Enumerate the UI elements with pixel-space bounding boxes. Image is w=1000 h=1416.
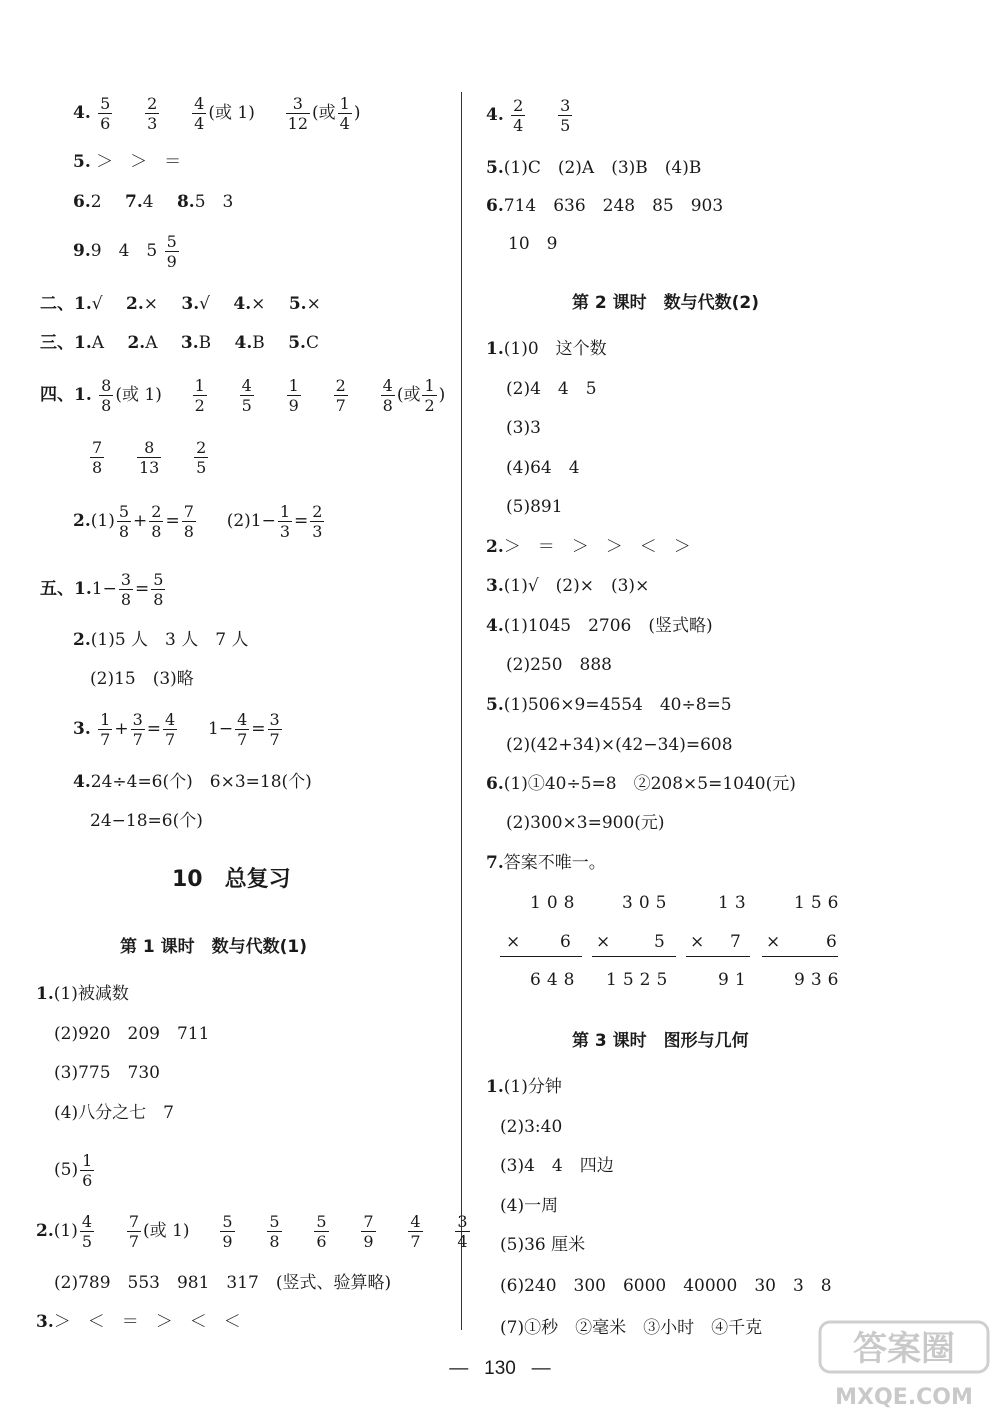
l2-1: 2.(1) $\frac{4}{5}$ $\frac{7}{7}$ (或 1) $\frac{5}{9}$ $\frac{5}{8}$ $\frac{5}{6}$ $\frac{7}{9}$ $\frac{4}{7}$ $\frac{3}{4}$: [36, 1212, 468, 1251]
vm-multiplier: 6: [826, 932, 843, 952]
r-a1-2: (2)4 4 5: [506, 379, 597, 399]
fraction: $\frac{5}{9}$: [166, 232, 177, 271]
fraction: $\frac{1}{4}$: [339, 94, 350, 133]
lesson-3-title: 第 3 课时 图形与几何: [572, 1031, 749, 1051]
r-g1-3: (3)4 4 四边: [500, 1156, 614, 1176]
fraction: $\frac{5}{6}$: [316, 1212, 327, 1251]
vm-line: [762, 956, 838, 957]
l1-4: (4)八分之七 7: [54, 1103, 174, 1123]
r-a1-4: (4)64 4: [506, 458, 580, 478]
lesson-1-title: 第 1 课时 数与代数(1): [120, 937, 308, 957]
section-si-1-cont: [88, 438, 210, 477]
l1-5: (5) $\frac{1}{6}$: [54, 1151, 93, 1190]
fraction: $\frac{2}{3}$: [147, 94, 158, 133]
fraction: $\frac{8}{13}$: [139, 438, 160, 477]
fraction: $\frac{1}{2}$: [194, 376, 205, 415]
r-a3: 3.(1)√ (2)× (3)×: [486, 576, 650, 596]
r-answer-5: 5.(1)C (2)A (3)B (4)B: [486, 158, 702, 178]
fraction: $\frac{4}{5}$: [81, 1212, 93, 1251]
fraction: $\frac{3}{4}$: [457, 1212, 468, 1251]
r-answer-6: 6.714 636 248 85 903: [486, 196, 724, 216]
svg-text:MXQE.COM: MXQE.COM: [835, 1385, 973, 1410]
answer-9: 9.9 4 5 $\frac{5}{9}$: [73, 232, 177, 271]
vm-times: ×: [506, 932, 527, 952]
r-g1-2: (2)3:40: [500, 1117, 563, 1137]
r-a1-5: (5)891: [506, 497, 563, 517]
fraction: $\frac{3}{7}$: [132, 710, 143, 749]
r-a5: 5.(1)506×9=4554 40÷8=5: [486, 695, 732, 715]
fraction: $\frac{3}{5}$: [560, 96, 571, 135]
answer-6-8: 6.2 7.4 8.5 3: [73, 192, 234, 212]
l1-3: (3)775 730: [54, 1063, 160, 1083]
vm-times: ×: [766, 932, 787, 952]
lesson-2-title: 第 2 课时 数与代数(2): [572, 293, 760, 313]
vm-result: 1525: [606, 970, 674, 990]
fraction: $\frac{7}{8}$: [183, 502, 194, 541]
svg-text:答案圈: 答案圈: [853, 1329, 955, 1369]
fraction: $\frac{2}{7}$: [335, 376, 346, 415]
r-g1-6: (6)240 300 6000 40000 30 3 8: [500, 1276, 832, 1296]
watermark-logo: [816, 1316, 992, 1412]
fraction: $\frac{4}{5}$: [241, 376, 252, 415]
section-wu-2b: (2)15 (3)略: [90, 669, 194, 689]
section-wu-2a: 2.(1)5 人 3 人 7 人: [73, 630, 249, 650]
fraction: $\frac{7}{9}$: [363, 1212, 374, 1251]
fraction: $\frac{2}{3}$: [312, 502, 323, 541]
r-a1: 1.(1)0 这个数: [486, 339, 607, 359]
r-a6-2: (2)300×3=900(元): [506, 813, 665, 833]
fraction: $\frac{2}{5}$: [196, 438, 207, 477]
r-a1-3: (3)3: [506, 418, 541, 438]
l2-2: (2)789 553 981 317 (竖式、验算略): [54, 1273, 392, 1293]
vm-line: [500, 956, 582, 957]
fraction: $\frac{1}{7}$: [100, 710, 111, 749]
section-si-1: 四、1. $\frac{8}{8}$ (或 1) $\frac{1}{2}$ $\frac{4}{5}$ $\frac{1}{9}$ $\frac{2}{7}$ $\frac{4}{8}$ (或 $\frac{1}{2}$ ): [40, 376, 446, 415]
fraction: $\frac{5}{8}$: [153, 570, 164, 609]
column-divider: [461, 92, 462, 1330]
section-san: 三、1.A 2.A 3.B 4.B 5.C: [40, 333, 319, 353]
vm-result: 648: [530, 970, 581, 990]
vm-line: [686, 956, 750, 957]
r-g1: 1.(1)分钟: [486, 1077, 562, 1097]
r-a2: 2.＞ ＝ ＞ ＞ ＜ ＞: [486, 537, 691, 557]
fraction: $\frac{4}{7}$: [165, 710, 176, 749]
fraction: $\frac{4}{7}$: [237, 710, 248, 749]
fraction: $\frac{4}{8}$: [382, 376, 393, 415]
vm-times: ×: [690, 932, 711, 952]
chapter-title: 10 总复习: [172, 867, 291, 892]
vm-result: 91: [718, 970, 752, 990]
fraction: $\frac{5}{8}$: [118, 502, 130, 541]
fraction: $\frac{5}{6}$: [100, 94, 111, 133]
r-a5-2: (2)(42+34)×(42−34)=608: [506, 735, 733, 755]
fraction: $\frac{8}{8}$: [101, 376, 112, 415]
r-a7: 7.答案不唯一。: [486, 853, 606, 873]
fraction: $\frac{1}{2}$: [424, 376, 435, 415]
vm-line: [592, 956, 676, 957]
vm-result: 936: [794, 970, 845, 990]
section-er: 二、1.√ 2.× 3.√ 4.× 5.×: [40, 294, 321, 314]
vm-multiplier: 6: [560, 932, 577, 952]
r-answer-6-cont: 10 9: [508, 234, 558, 254]
fraction: $\frac{1}{6}$: [82, 1151, 93, 1190]
fraction: $\frac{3}{12}$: [287, 94, 308, 133]
page-number: — 130 —: [449, 1358, 551, 1379]
section-wu-3: 3. $\frac{1}{7}$ + $\frac{3}{7}$ = $\frac{4}{7}$ 1− $\frac{4}{7}$ = $\frac{3}{7}$: [73, 710, 280, 749]
vm-multiplicand: 13: [718, 893, 752, 913]
fraction: $\frac{2}{4}$: [513, 96, 524, 135]
l1-1: 1.(1)被减数: [36, 984, 129, 1004]
r-a4-2: (2)250 888: [506, 655, 612, 675]
section-wu-4b: 24−18=6(个): [90, 811, 203, 831]
fraction: $\frac{2}{8}$: [151, 502, 162, 541]
fraction: $\frac{3}{7}$: [269, 710, 280, 749]
section-si-2: 2.(1) $\frac{5}{8}$ + $\frac{2}{8}$ = $\frac{7}{8}$ (2)1− $\frac{1}{3}$ = $\frac{2}{3}$: [73, 502, 323, 541]
vm-multiplicand: 156: [794, 893, 845, 913]
fraction: $\frac{7}{7}$: [128, 1212, 140, 1251]
vm-times: ×: [596, 932, 617, 952]
fraction: $\frac{1}{9}$: [288, 376, 299, 415]
fraction: $\frac{3}{8}$: [120, 570, 131, 609]
vm-multiplicand: 108: [530, 893, 581, 913]
r-g1-7: (7)①秒 ②毫米 ③小时 ④千克: [500, 1318, 763, 1338]
vm-multiplier: 5: [654, 932, 671, 952]
vm-multiplicand: 305: [622, 893, 673, 913]
l1-2: (2)920 209 711: [54, 1024, 210, 1044]
r-a4: 4.(1)1045 2706 (竖式略): [486, 616, 713, 636]
answer-4: 4. $\frac{5}{6}$ $\frac{2}{3}$ $\frac{4}{4}$ (或 1) $\frac{3}{12}$ (或 $\frac{1}{4}$ ): [73, 94, 361, 133]
vm-multiplier: 7: [730, 932, 747, 952]
r-g1-5: (5)36 厘米: [500, 1235, 586, 1255]
r-answer-4: 4. $\frac{2}{4}$ $\frac{3}{5}$: [486, 96, 571, 135]
fraction: $\frac{4}{7}$: [410, 1212, 421, 1251]
l3: 3.＞ ＜ ＝ ＞ ＜ ＜: [36, 1312, 241, 1332]
fraction: $\frac{5}{8}$: [269, 1212, 280, 1251]
fraction: $\frac{1}{3}$: [279, 502, 291, 541]
section-wu-1: 五、1.1− $\frac{3}{8}$ = $\frac{5}{8}$: [40, 570, 164, 609]
r-a6: 6.(1)①40÷5=8 ②208×5=1040(元): [486, 774, 796, 794]
fraction: $\frac{4}{4}$: [194, 94, 205, 133]
r-g1-4: (4)一周: [500, 1196, 559, 1216]
answer-5: 5. ＞ ＞ ＝: [73, 152, 182, 172]
fraction: $\frac{5}{9}$: [222, 1212, 233, 1251]
section-wu-4a: 4.24÷4=6(个) 6×3=18(个): [73, 772, 312, 792]
fraction: $\frac{7}{8}$: [92, 438, 103, 477]
